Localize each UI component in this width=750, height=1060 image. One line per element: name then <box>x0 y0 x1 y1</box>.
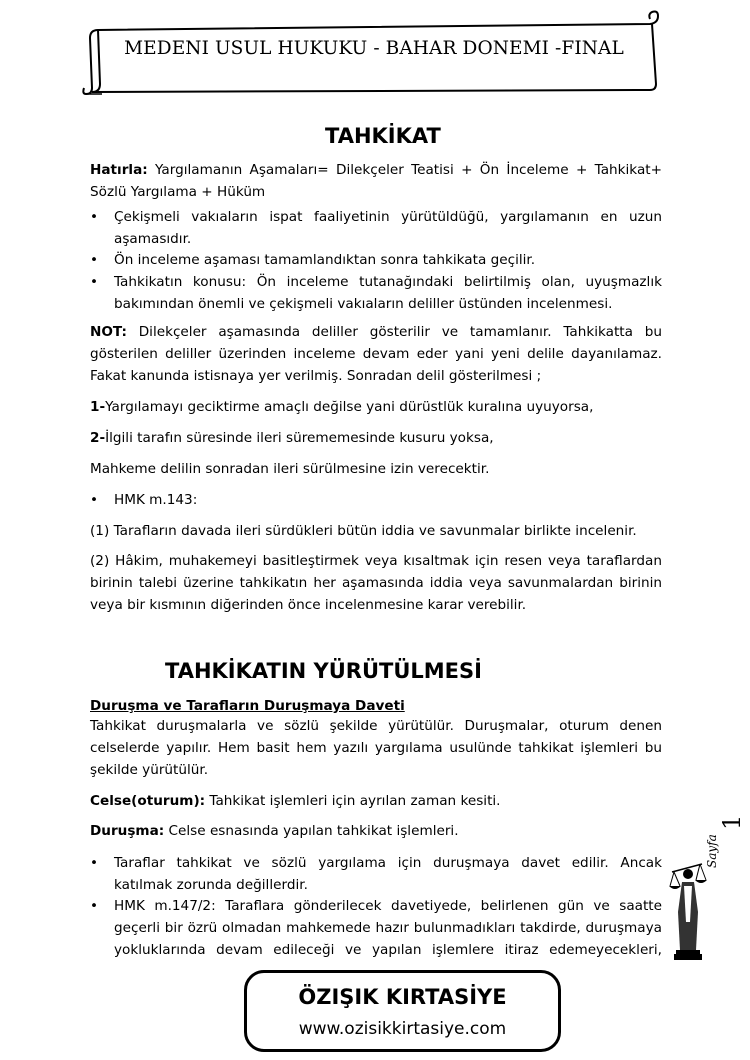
section-title-yurutulmesi: TAHKİKATIN YÜRÜTÜLMESİ <box>165 659 482 683</box>
bullet-line: Çekişmeli vakıaların ispat faaliyetinin yürütüldüğü, yargılamanın en uzun <box>114 209 662 225</box>
hmk-paragraph-2 <box>90 550 662 616</box>
condition-number: 1- <box>90 399 106 415</box>
hatirla-paragraph <box>90 159 662 203</box>
condition-item-1 <box>90 396 662 418</box>
hatirla-line-1: Yargılamanın Aşamaları= Dilekçeler Teatisi + Ön İnceleme + Tahkikat+ <box>147 162 662 178</box>
condition-text: İlgili tarafın süresinde ileri sürememesinde kusuru yoksa, <box>105 430 494 446</box>
paragraph-line: birinin talebi üzerine tahkikatın her aşamasında iddia veya savunmalardan birinin <box>90 575 662 591</box>
condition-item-2 <box>90 427 662 449</box>
bullet-line: HMK m.147/2: Taraflara gönderilecek davetiyede, belirlenen gün ve saatte <box>114 898 662 914</box>
paragraph-line: Tahkikat duruşmalarla ve sözlü şekilde yürütülür. Duruşmalar, oturum denen <box>90 718 662 734</box>
not-line-1: Dilekçeler aşamasında deliller gösterilir ve tamamlanır. Tahkikatta bu <box>126 324 662 340</box>
section-title-tahkikat: TAHKİKAT <box>325 124 441 148</box>
bullet-icon: • <box>90 209 99 225</box>
mahkeme-text <box>90 458 662 480</box>
bullet-line: bakımından önemli ve çekişmeli vakıaların deliller üstünden incelenmesi. <box>114 296 613 312</box>
footer-box <box>244 970 561 1052</box>
bullet-line: yokluklarında devam edileceği ve yapılan işlemlere itiraz edemeyecekleri, <box>114 942 662 958</box>
document-title: MEDENI USUL HUKUKU - BAHAR DONEMI -FINAL <box>124 38 624 59</box>
paragraph-line: şekilde yürütülür. <box>90 762 209 778</box>
hatirla-line-2: Sözlü Yargılama + Hüküm <box>90 184 266 200</box>
paragraph-line: celselerde yapılır. Hem basit hem yazılı yargılama usulünde tahkikat işlemleri bu <box>90 740 662 756</box>
not-label: NOT: <box>90 324 127 340</box>
definition-term: Celse(oturum): <box>90 793 206 809</box>
paragraph-line: (2) Hâkim, muhakemeyi basitleştirmek veya kısaltmak için resen veya taraflardan <box>90 553 662 569</box>
paragraph-line: veya bir kısmının diğerinden önce incelenmesine karar verebilir. <box>90 597 527 613</box>
page-label: Sayfa <box>705 834 719 868</box>
not-line-2: gösterilen deliller üzerinden inceleme devam eder yani yeni delile dayanılamaz. <box>90 346 662 362</box>
bullet-icon: • <box>90 274 99 290</box>
definition-text: Celse esnasında yapılan tahkikat işlemleri. <box>164 823 459 839</box>
lady-justice-icon <box>668 852 708 964</box>
hmk-paragraph-1 <box>90 520 662 542</box>
bullet-icon: • <box>90 855 99 871</box>
subtitle-text: Duruşma ve Tarafların Duruşmaya Daveti <box>90 698 405 714</box>
footer-website-link[interactable]: www.ozisikkirtasiye.com <box>298 1019 507 1039</box>
not-line-3: Fakat kanunda istisnaya yer verilmiş. Sonradan delil gösterilmesi ; <box>90 368 542 384</box>
paragraph-line: (1) Tarafların davada ileri sürdükleri bütün iddia ve savunmalar birlikte incelenir. <box>90 523 637 539</box>
celse-definition <box>90 790 662 812</box>
not-paragraph <box>90 321 662 387</box>
hatirla-label: Hatırla: <box>90 162 148 178</box>
bullet-line: geçerli bir özrü olmadan mahkemede hazır bulunmadıkları takdirde, duruşmaya <box>114 920 662 936</box>
bullet-line: Ön inceleme aşaması tamamlandıktan sonra tahkikata geçilir. <box>114 252 536 268</box>
hmk-reference: HMK m.143: <box>114 492 198 508</box>
page-number: 1 <box>718 814 746 830</box>
condition-number: 2- <box>90 430 106 446</box>
durusma-definition <box>90 820 662 842</box>
definition-term: Duruşma: <box>90 823 165 839</box>
definition-text: Tahkikat işlemleri için ayrılan zaman kesiti. <box>205 793 501 809</box>
bullet-line: katılmak zorunda değillerdir. <box>114 877 308 893</box>
mahkeme-line: Mahkeme delilin sonradan ileri sürülmesine izin verecektir. <box>90 461 490 477</box>
bullet-icon: • <box>90 492 99 508</box>
bullet-line: Taraflar tahkikat ve sözlü yargılama için duruşmaya davet edilir. Ancak <box>114 855 662 871</box>
section-subtitle <box>90 695 662 717</box>
bullet-icon: • <box>90 898 99 914</box>
footer-company-name: ÖZIŞIK KIRTASİYE <box>298 985 507 1009</box>
condition-text: Yargılamayı geciktirme amaçlı değilse yani dürüstlük kuralına uyuyorsa, <box>105 399 594 415</box>
bullet-icon: • <box>90 252 99 268</box>
bullet-line: Tahkikatın konusu: Ön inceleme tutanağındaki belirtilmiş olan, uyuşmazlık <box>114 274 662 290</box>
bullet-line: aşamasıdır. <box>114 231 192 247</box>
intro-paragraph <box>90 715 662 781</box>
